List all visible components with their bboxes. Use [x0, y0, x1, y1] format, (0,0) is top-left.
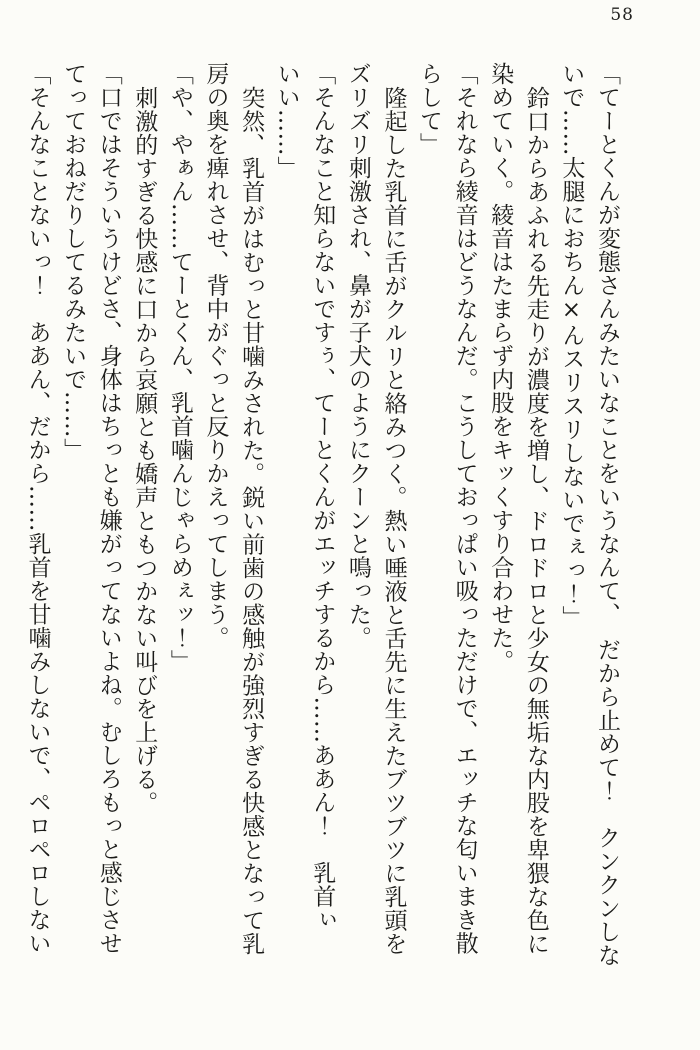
text-column: 「や、やぁん……てーとくん、乳首噛んじゃらめぇッ！」: [166, 62, 193, 673]
text-column: いで……太腿におちん×んスリスリしないでぇっ！」: [558, 62, 585, 629]
text-column: 隆起した乳首に舌がクルリと絡みつく。熱い唾液と舌先に生えたブツブツに乳頭を: [380, 85, 407, 955]
text-column: 突然、乳首がはむっと甘噛みされた。鋭い前歯の感触が強烈すぎる快感となって乳: [238, 85, 265, 955]
text-column: 「そんなことないっ！ ああん、だから……乳首を甘噛みしないで、ペロペロしない: [24, 62, 51, 955]
text-column: 「そんなこと知らないですぅ、てーとくんがエッチするから……ああん！ 乳首ぃ: [309, 62, 336, 932]
text-column: 鈴口からあふれる先走りが濃度を増し、ドロドロと少女の無垢な内股を卑猥な色に: [522, 85, 549, 955]
text-column: 「てーとくんが変態さんみたいなことをいうなんて、 だから止めて！ クンクンしな: [594, 62, 620, 967]
text-column: 「口ではそういうけどさ、身体はちっとも嫌がってないよね。むしろもっと感じさせ: [95, 62, 122, 955]
page-number: 58: [610, 5, 634, 25]
text-column: 刺激的すぎる快感に口から哀願とも嬌声ともつかない叫びを上げる。: [131, 85, 158, 814]
text-column: いい……」: [273, 62, 300, 180]
text-column: らして」: [416, 62, 443, 156]
text-column: ズリズリ刺激され、鼻が子犬のようにクーンと鳴った。: [344, 62, 371, 650]
text-column: 房の奥を痺れさせ、背中がぐっと反りかえってしまう。: [202, 62, 229, 650]
text-column: てっておねだりしてるみたいで……」: [60, 62, 87, 462]
page-text: [19, 62, 624, 1010]
text-column: 染めていく。綾音はたまらず内股をキッくすり合わせた。: [487, 62, 514, 673]
text-column: 「それなら綾音はどうなんだ。こうしておっぱい吸っただけで、エッチな匂いまき散: [451, 62, 478, 955]
